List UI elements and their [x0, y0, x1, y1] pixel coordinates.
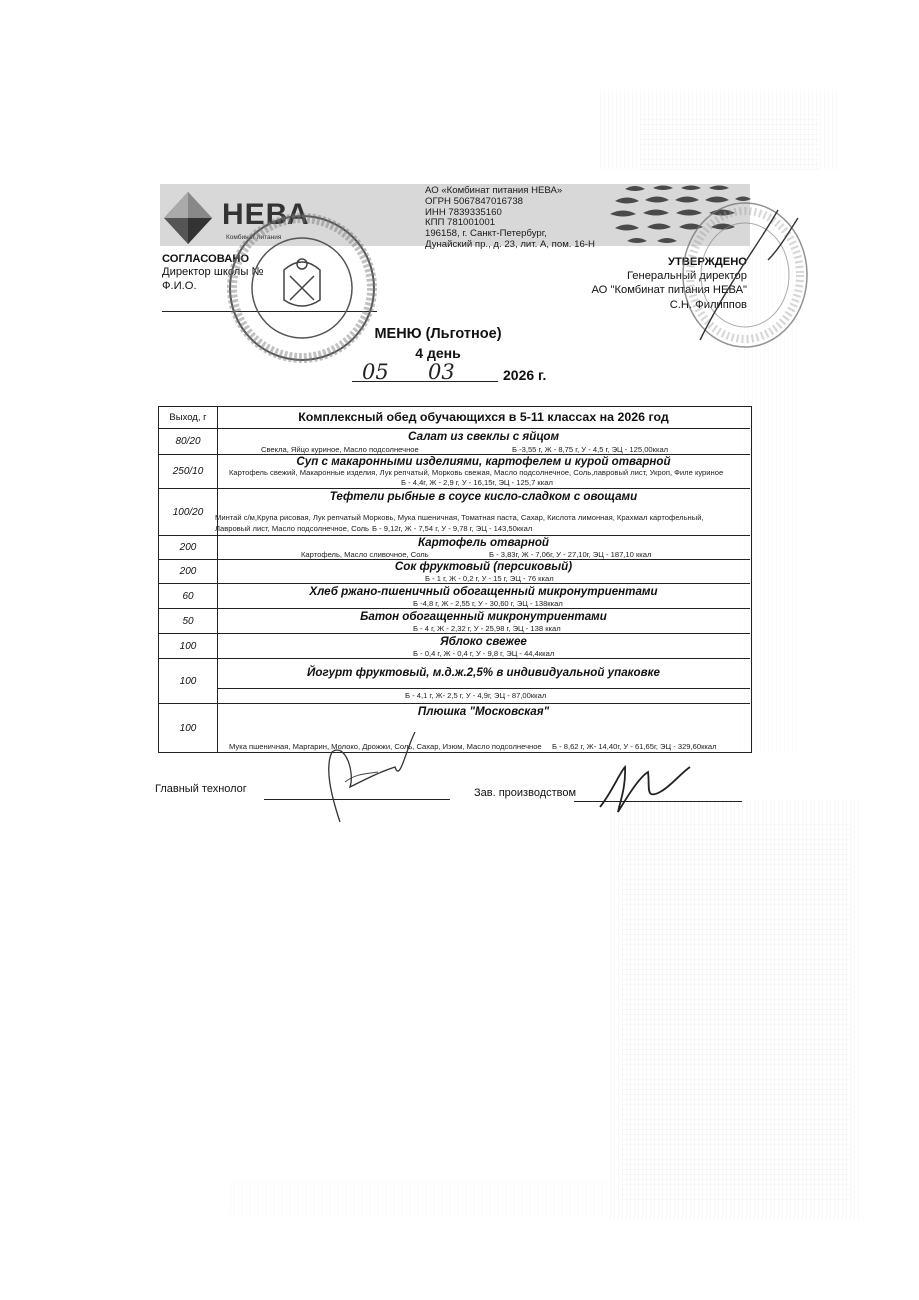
dish-nutrition: Б - 4,1 г, Ж- 2,5 г, У - 4,9г, ЭЦ - 87,00ккал: [405, 691, 547, 700]
table-row: [159, 428, 750, 454]
date-underline: [352, 381, 498, 382]
date-day: 05: [362, 360, 389, 384]
wave-pattern-icon: [605, 183, 755, 251]
dish-name: Йогурт фруктовый, м.д.ж.2,5% в индивидуальной упаковке: [307, 666, 660, 679]
dish-name: Плюшка "Московская": [417, 705, 550, 718]
logo-subtext: Комбинат питания: [226, 234, 282, 241]
table-row: [159, 535, 750, 559]
row-output: 50: [159, 609, 218, 633]
approved-role: Генеральный директор: [627, 270, 747, 282]
company-address: Дунайский пр., д. 23, лит. А, пом. 16-Н: [425, 238, 595, 250]
agreed-role: Директор школы №: [162, 266, 264, 278]
dish-name: Картофель отварной: [418, 536, 549, 549]
dish-name: Хлеб ржано-пшеничный обогащенный микронутриентами: [309, 585, 658, 598]
row-output: 60: [159, 584, 218, 608]
table-row: [159, 658, 750, 703]
agreed-title: СОГЛАСОВАНО: [162, 253, 250, 265]
dish-nutrition: Б - 8,62 г, Ж- 14,40г, У - 61,65г, ЭЦ - 329,60ккал: [552, 742, 717, 751]
table-row: [159, 633, 750, 658]
dish-name: Яблоко свежее: [440, 635, 527, 648]
row-output: 100: [159, 634, 218, 658]
production-head-signature-icon: [590, 752, 700, 822]
dish-ingredients: Картофель, Масло сливочное, Соль: [301, 550, 429, 559]
row-output: 200: [159, 536, 218, 559]
production-head-label: Зав. производством: [474, 787, 577, 799]
company-city: 196158, г. Санкт-Петербург,: [425, 228, 547, 240]
menu-day: 4 день: [415, 345, 461, 361]
company-inn: ИНН 7839335160: [425, 206, 502, 218]
dish-name: Батон обогащенный микронутриентами: [360, 610, 607, 623]
dish-nutrition: Б - 3,83г, Ж - 7,06г, У - 27,10г, ЭЦ - 187,10 ккал: [489, 550, 652, 559]
row-output: 200: [159, 560, 218, 583]
table-header-row: [159, 407, 750, 428]
dish-nutrition: Б - 1 г, Ж - 0,2 г, У - 15 г, ЭЦ - 76 ккал: [425, 574, 554, 583]
dish-name: Салат из свеклы с яйцом: [407, 430, 560, 443]
row-output: 80/20: [159, 429, 218, 454]
table-row: [159, 559, 750, 583]
dish-nutrition: Б - 4 г, Ж - 2,32 г, У - 25,98 г, ЭЦ - 138 ккал: [413, 624, 561, 633]
dish-ingredients: Минтай с/м,Крупа рисовая, Лук репчатый Морковь, Мука пшеничная, Томатная паста, Сахар, Кислота лимонная, Крахмал картофельный,: [215, 513, 704, 522]
date-month: 03: [428, 360, 455, 384]
agreed-name: Ф.И.О.: [162, 280, 197, 292]
dish-nutrition: Б -4,8 г, Ж - 2,55 г, У - 30,60 г, ЭЦ - 138ккал: [413, 599, 563, 608]
row-output: 100/20: [159, 489, 218, 535]
logo-text: НЕВА: [222, 198, 310, 231]
dish-ingredients: Свекла, Яйцо куриное, Масло подсолнечное: [261, 445, 419, 454]
row-output: 100: [159, 659, 218, 703]
table-row: [159, 454, 750, 488]
header-title-cell: [217, 407, 750, 428]
company-requisites: [425, 186, 620, 251]
company-logo: [160, 188, 335, 246]
company-kpp: КПП 781001001: [425, 217, 496, 229]
company-name: АО «Комбинат питания НЕВА»: [425, 185, 563, 196]
row-divider: [217, 688, 750, 689]
technologist-label: Главный технолог: [155, 783, 247, 795]
dish-name: Сок фруктовый (персиковый): [394, 560, 573, 573]
table-row: [159, 703, 750, 752]
approved-person: С.Н. Филиппов: [669, 299, 747, 311]
header-title: Комплексный обед обучающихся в 5-11 классах на 2026 год: [298, 410, 669, 424]
dish-name: Тефтели рыбные в соусе кисло-сладком с овощами: [329, 490, 638, 503]
menu-title: МЕНЮ (Льготное): [374, 326, 502, 342]
approved-title: УТВЕРЖДЕНО: [668, 256, 747, 268]
table-row: [159, 608, 750, 633]
dish-nutrition: Б - 0,4 г, Ж - 0,4 г, У - 9,8 г, ЭЦ - 44,4ккал: [413, 649, 555, 658]
row-output: 100: [159, 704, 218, 752]
dish-nutrition: Б -3,55 г, Ж - 8,75 г, У - 4,5 г, ЭЦ - 125,00ккал: [512, 445, 669, 454]
menu-table: [158, 406, 752, 753]
production-head-signature-line: [574, 801, 742, 802]
dish-ingredients: Картофель свежий, Макаронные изделия, Лук репчатый, Морковь свежая, Масло подсолнечное, Соль,лавровый лист, Укроп, Филе куриное: [229, 468, 724, 477]
row-output: 250/10: [159, 455, 218, 488]
agreed-signature-line: [162, 311, 377, 312]
company-ogrn: ОГРН 5067847016738: [425, 195, 524, 207]
dish-nutrition: Б - 4,4г, Ж - 2,9 г, У - 16,15г, ЭЦ - 125,7 ккал: [401, 478, 553, 487]
dish-nutrition: Б - 9,12г, Ж - 7,54 г, У - 9,78 г, ЭЦ - 143,50ккал: [372, 524, 533, 533]
dish-ingredients: Мука пшеничная, Маргарин, Молоко, Дрожжи, Соль, Сахар, Изюм, Масло подсолнечное: [229, 742, 542, 751]
table-row: [159, 583, 750, 608]
technologist-signature-line: [264, 799, 450, 800]
header-output: Выход, г: [159, 407, 218, 428]
table-row: [159, 488, 750, 535]
approved-org: АО "Комбинат питания НЕВА": [591, 284, 747, 296]
dish-ingredients-continued: Лавровый лист, Масло подсолнечное, Соль: [215, 524, 370, 533]
dish-name: Суп с макаронными изделиями, картофелем и курой отварной: [296, 455, 671, 468]
date-year: 2026 г.: [503, 367, 547, 383]
